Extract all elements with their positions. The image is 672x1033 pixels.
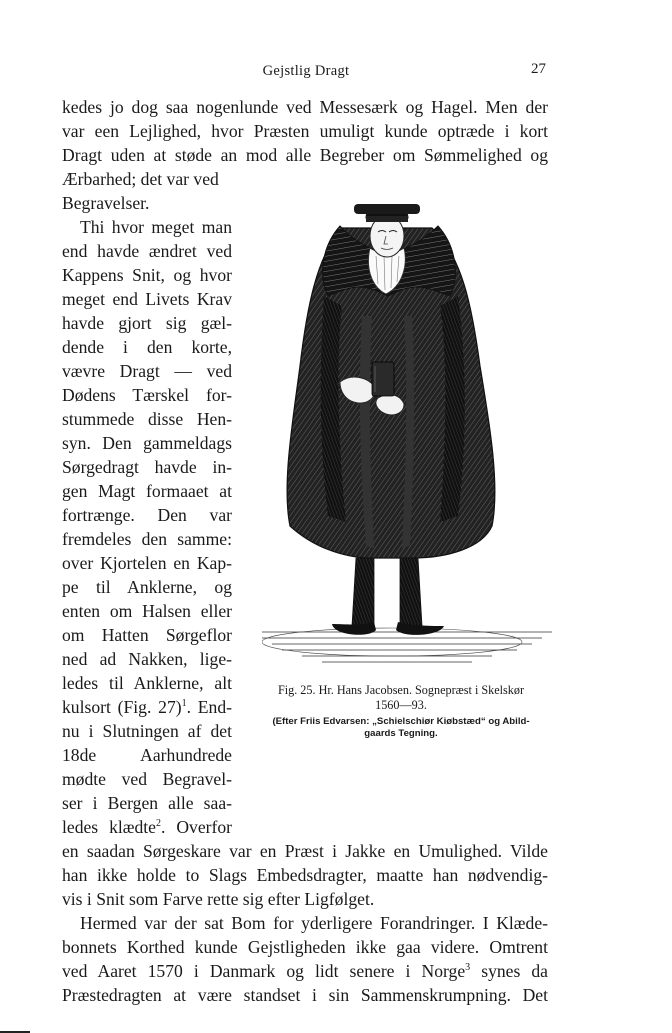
text-span: . End- [186, 697, 233, 717]
column-line: Sørgedragt havde in- [62, 457, 232, 477]
text-line: var een Lejlighed, hvor Præsten umuligt kunde optræde i kort [62, 121, 548, 141]
column-line: ser i Bergen alle saa- [62, 793, 232, 813]
column-line [62, 815, 232, 839]
column-line: nu i Slutningen af det [62, 721, 232, 741]
figure-credit-continued: gaards Tegning. [364, 728, 438, 739]
figure-caption: Fig. 25. Hr. Hans Jacobsen. Sognepræst i Skelskør [277, 683, 525, 697]
text-line: bonnets Korthed kunde Gejstligheden ikke gaa videre. Omtrent [62, 937, 548, 957]
text-line: en saadan Sørgeskare var en Præst i Jakke en Umulighed. Vilde [62, 841, 548, 861]
text-line: Ærbarhed; det var ved [62, 169, 219, 189]
text-span: ledes klædte [62, 817, 156, 837]
column-line: Kappens Snit, og hvor [62, 265, 232, 285]
column-line: ledes til Anklerne, alt [62, 673, 232, 693]
text-line [62, 959, 548, 983]
text-line: kedes jo dog saa nogenlunde ved Messesærk og Hagel. Men der [62, 97, 548, 117]
footnote-marker: 2 [156, 818, 161, 830]
priest-engraving [262, 186, 562, 670]
running-head [62, 60, 550, 84]
column-line: syn. Den gammeldags [62, 433, 232, 453]
running-title: Gejstlig Dragt [262, 63, 350, 79]
column-line: vævre Dragt — ved [62, 361, 232, 381]
right-leg [400, 558, 422, 626]
text-span: . Overfor [161, 817, 233, 837]
text-line: Dragt uden at støde an mod alle Begreber om Sømmelighed og [62, 145, 548, 165]
priest-engraving-drawing [262, 186, 562, 670]
column-line: pe til Anklerne, og [62, 577, 232, 597]
column-line [62, 695, 232, 719]
column-line: fremdeles den samme: [62, 529, 232, 549]
text-span: synes da [470, 961, 548, 981]
column-line: stummede disse Hen- [62, 409, 232, 429]
column-line: fortrænge. Den var [62, 505, 232, 525]
column-line: enten om Halsen eller [62, 601, 232, 621]
text-line: Hermed var der sat Bom for yderligere Forandringer. I Klæde- [80, 913, 548, 933]
column-line: havde gjort sig gæl- [62, 313, 232, 333]
column-line: gen Magt formaaet at [62, 481, 232, 501]
page-number: 27 [531, 61, 546, 77]
column-line: over Kjortelen en Kap- [62, 553, 232, 573]
text-line: vis i Snit som Farve rette sig efter Ligfølget. [62, 889, 375, 909]
left-leg [352, 558, 374, 626]
column-line: 18de Aarhundrede [62, 745, 232, 765]
column-line: Thi hvor meget man [80, 217, 232, 237]
footnote-marker: 3 [465, 962, 471, 974]
column-line: meget end Livets Krav [62, 289, 232, 309]
text-span: kulsort (Fig. 27) [62, 697, 182, 717]
text-span: ved Aaret 1570 i Danmark og lidt senere i Norge [62, 961, 466, 981]
text-line: Præstedragten at være standset i sin Sammenskrumpning. Det [62, 985, 548, 1005]
figure-caption-date: 1560—93. [375, 698, 427, 712]
column-line: end havde ændret ved [62, 241, 232, 261]
footnote-marker: 1 [181, 698, 187, 710]
ground-lines [262, 632, 552, 662]
figure-credit: (Efter Friis Edvarsen: „Schielschiør Kiøbstæd“ og Abild- [272, 716, 530, 727]
column-line: Dødens Tærskel for- [62, 385, 232, 405]
text-line: Begravelser. [62, 193, 150, 213]
column-line: dende i den korte, [62, 337, 232, 357]
text-line: han ikke holde to Slags Embedsdragter, maatte han nødvendig- [62, 865, 548, 885]
column-line: mødte ved Begravel- [62, 769, 232, 789]
column-line: om Hatten Sørgeflor [62, 625, 232, 645]
column-line: ned ad Nakken, lige- [62, 649, 232, 669]
